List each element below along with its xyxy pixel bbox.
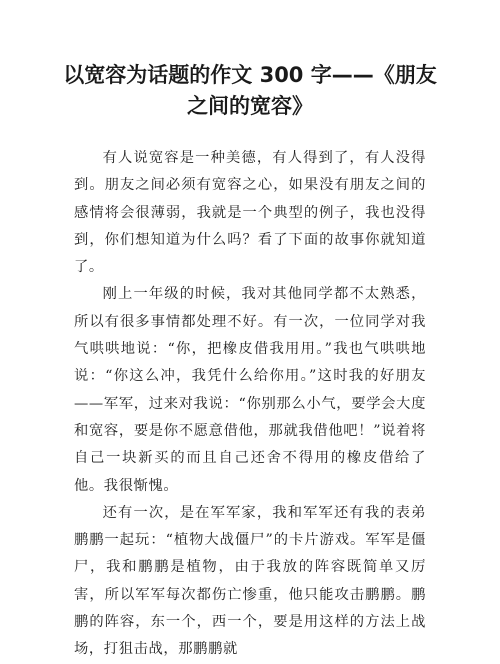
document-title: 以宽容为话题的作文 300 字——《朋友之间的宽容》 <box>63 63 437 118</box>
document-body <box>74 145 426 664</box>
paragraph-1: 有人说宽容是一种美德，有人得到了，有人没得到。朋友之间必须有宽容之心，如果没有朋友之间的感情将会很薄弱，我就是一个典型的例子，我也没得到，你们想知道为什么吗？看了下面的故事你就知道了。 <box>74 150 426 276</box>
paragraph-3: 还有一次，是在军军家，我和军军还有我的表弟鹏鹏一起玩：“植物大战僵尸”的卡片游戏。军军是僵尸，我和鹏鹏是植物，由于我放的阵容既简单又厉害，所以军军每次都伤亡惨重，他只能攻击鹏鹏。鹏鹏的阵容，东一个，西一个，要是用这样的方法上战场，打狙击战，那鹏鹏就 <box>74 504 426 658</box>
paragraph-2: 刚上一年级的时候，我对其他同学都不太熟悉，所以有很多事情都处理不好。有一次，一位同学对我气哄哄地说：“你，把橡皮借我用用。”我也气哄哄地说：“你这么冲，我凭什么给你用。”这时我的好朋友——军军，过来对我说：“你别那么小气，要学会大度和宽容，要是你不愿意借他，那就我借他吧！”说着将自己一块新买的而且自己还舍不得用的橡皮借给了他。我很惭愧。 <box>74 286 426 494</box>
